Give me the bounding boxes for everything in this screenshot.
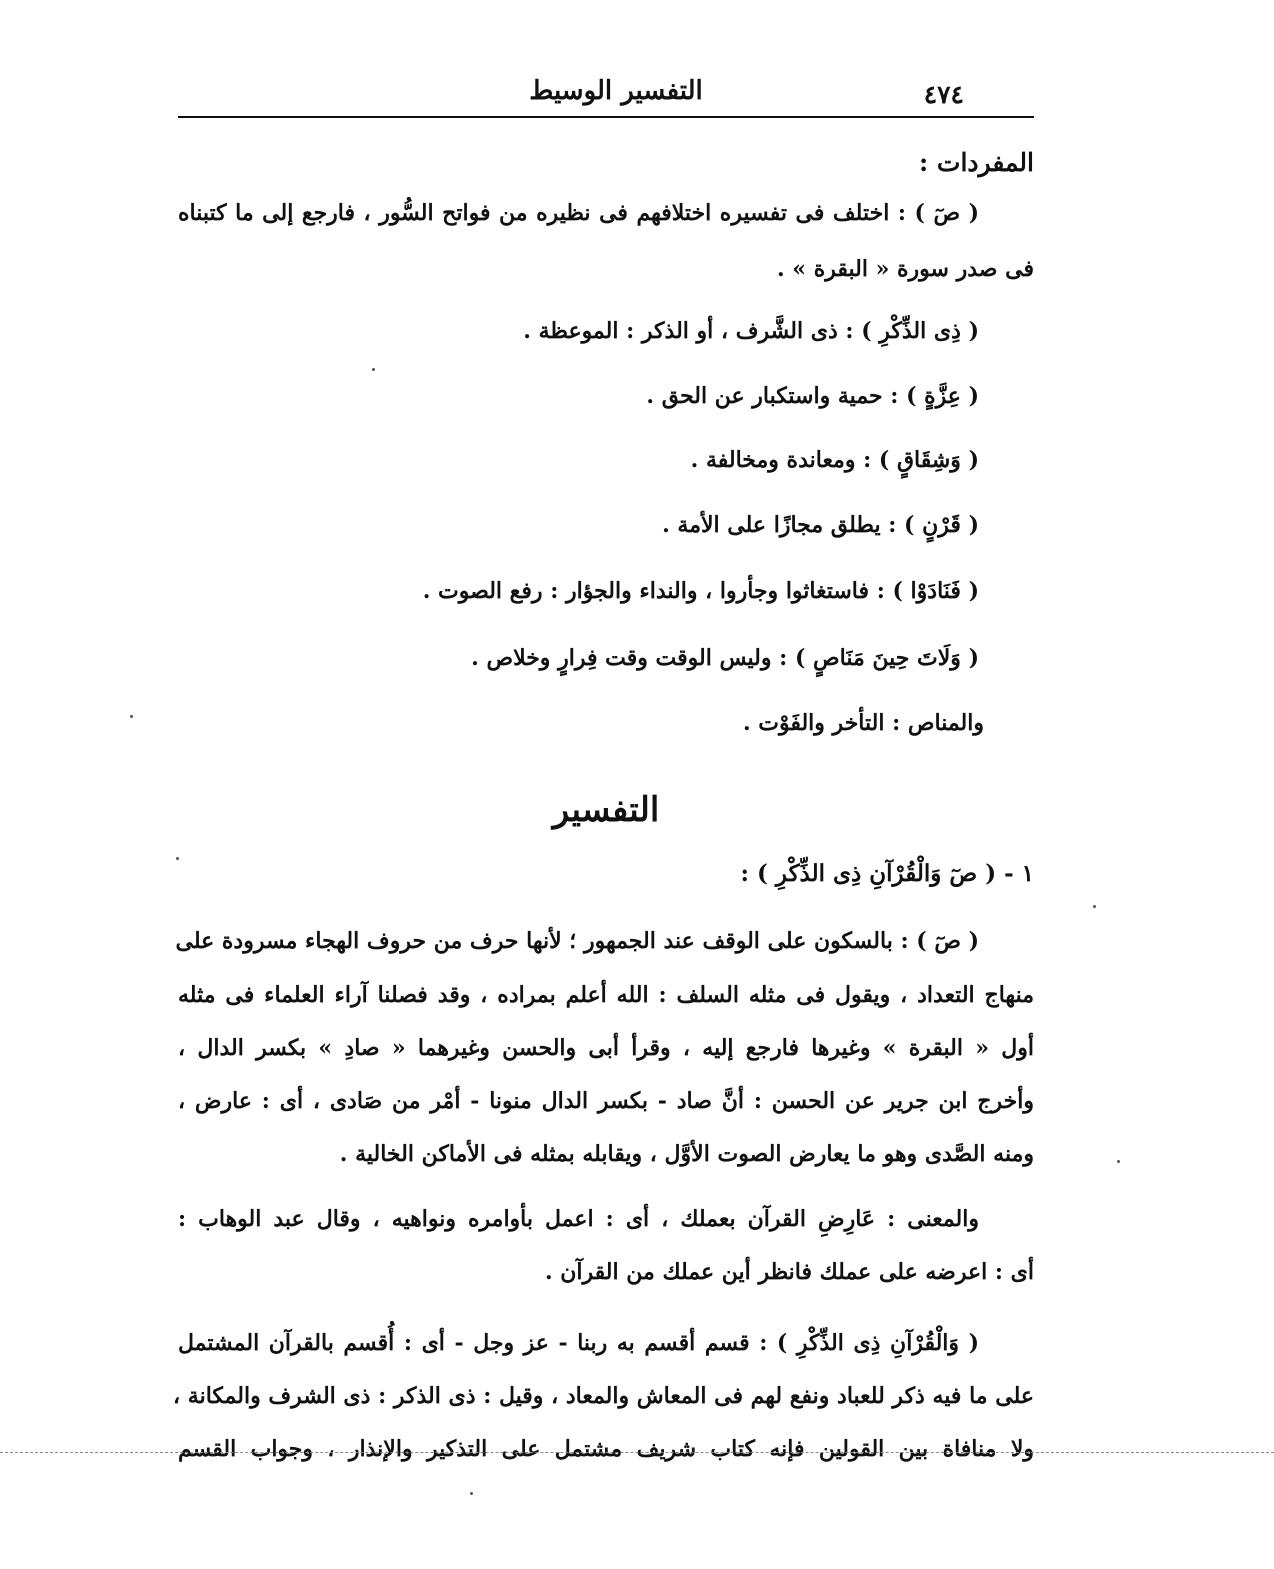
page-header: [178, 70, 1034, 118]
vocabulary-intro-line: فى صدر سورة « البقرة » .: [776, 256, 1034, 282]
scan-speck: [1093, 905, 1096, 908]
document-page: [173, 70, 1034, 1510]
tafsir-line: منهاج التعداد ، ويقول فى مثله السلف : الله أعلم بمراده ، وقد فصلنا آراء العلماء فى مثله: [178, 982, 1034, 1008]
tafsir-heading: التفسير: [552, 790, 660, 830]
vocabulary-entry: ( وَلَاتَ حِينَ مَنَاصٍ ) : وليس الوقت وقت فِرارٍ وخلاص .: [471, 645, 979, 671]
scan-speck: [176, 857, 179, 860]
page-number: ٤٧٤: [923, 80, 964, 109]
vocabulary-entry: ( وَشِقَاقٍ ) : ومعاندة ومخالفة .: [690, 447, 979, 473]
vocabulary-entry: ( فَنَادَوْا ) : فاستغاثوا وجأروا ، والنداء والجؤار : رفع الصوت .: [422, 578, 979, 604]
vocabulary-entry: ( عِزَّةٍ ) : حمية واستكبار عن الحق .: [646, 383, 979, 409]
scan-speck: [1117, 1160, 1120, 1163]
scan-speck: [372, 368, 375, 371]
tafsir-line: والمعنى : عَارِضِ القرآن بعملك ، أى : اعمل بأوامره ونواهيه ، وقال عبد الوهاب :: [178, 1206, 979, 1232]
tafsir-line: أول « البقرة » وغيرها فارجع إليه ، وقرأ أبى والحسن وغيرهما « صادِ » بكسر الدال ،: [178, 1035, 1034, 1061]
tafsir-line: ( صٓ ) : بالسكون على الوقف عند الجمهور ؛ لأنها حرف من حروف الهجاء مسرودة على: [175, 928, 979, 954]
verse-heading: ١ - ( صٓ وَالْقُرْآنِ ذِى الذِّكْرِ ) :: [740, 860, 1034, 887]
scan-speck: [470, 1492, 473, 1495]
tafsir-line: أى : اعرضه على عملك فانظر أين عملك من القرآن .: [544, 1259, 1034, 1285]
vocabulary-entry: والمناص : التأخر والفَوْت .: [742, 710, 984, 736]
tafsir-line: ولا منافاة بين القولين فإنه كتاب شريف مشتمل على التذكير والإنذار ، وجواب القسم: [178, 1436, 1034, 1462]
vocabulary-entry: ( ذِى الذِّكْرِ ) : ذى الشَّرف ، أو الذكر : الموعظة .: [523, 318, 979, 344]
vocabulary-heading: المفردات :: [918, 148, 1034, 177]
scan-edge-line: [0, 1452, 1274, 1453]
tafsir-line: وأخرج ابن جرير عن الحسن : أنَّ صاد - بكسر الدال منونا - أمْر من صَادى ، أى : عارض ،: [178, 1088, 1034, 1114]
running-title: التفسير الوسيط: [529, 76, 703, 106]
scan-speck: [130, 715, 133, 718]
vocabulary-intro-line: ( صٓ ) : اختلف فى تفسيره اختلافهم فى نظيره من فواتح السُّور ، فارجع إلى ما كتبناه: [178, 200, 979, 226]
tafsir-line: ومنه الصَّدى وهو ما يعارض الصوت الأوَّل ، ويقابله بمثله فى الأماكن الخالية .: [339, 1141, 1034, 1167]
vocabulary-entry: ( قَرْنٍ ) : يطلق مجازًا على الأمة .: [662, 512, 979, 538]
tafsir-line: على ما فيه ذكر للعباد ونفع لهم فى المعاش والمعاد ، وقيل : ذى الذكر : ذى الشرف والمكانة ،: [173, 1383, 1034, 1409]
tafsir-line: ( وَالْقُرْآنِ ذِى الذِّكْرِ ) : قسم أقسم به ربنا - عز وجل - أى : أُقسم بالقرآن المشتمل: [178, 1330, 979, 1356]
